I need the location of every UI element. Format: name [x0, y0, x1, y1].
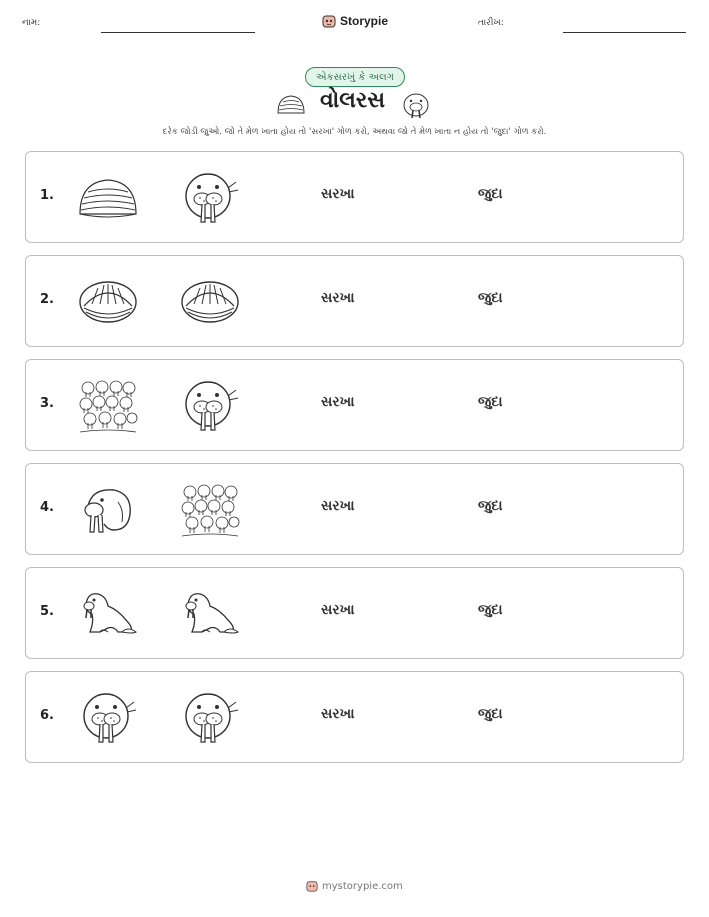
- question-number: 3.: [40, 396, 54, 411]
- question-number: 4.: [40, 500, 54, 515]
- walrus-face-icon: [78, 690, 138, 746]
- question-row: [25, 671, 684, 763]
- walrus-herd-icon: [180, 482, 240, 538]
- name-line[interactable]: [101, 32, 255, 33]
- storypie-mascot-icon: [322, 14, 336, 28]
- question-number: 6.: [40, 708, 54, 723]
- walrus-face-icon: [401, 92, 431, 120]
- layered-pile-icon: [78, 170, 138, 226]
- option-different[interactable]: જુદા: [478, 394, 503, 410]
- brand-logo: [322, 14, 388, 28]
- walrus-profile-icon: [78, 482, 138, 538]
- footer-url[interactable]: mystorypie.com: [322, 880, 403, 892]
- option-same[interactable]: સરખા: [321, 290, 355, 306]
- activity-badge: એકસરખું કે અલગ: [305, 67, 405, 87]
- option-different[interactable]: જુદા: [478, 706, 503, 722]
- option-same[interactable]: સરખા: [321, 498, 355, 514]
- walrus-face-icon: [180, 170, 240, 226]
- question-number: 2.: [40, 292, 54, 307]
- clam-shell-icon: [180, 274, 240, 330]
- question-row: [25, 151, 684, 243]
- page-title: વોલરસ: [320, 88, 386, 113]
- layered-pile-icon: [275, 93, 307, 117]
- walrus-body-icon: [180, 586, 240, 642]
- name-label: નામ:: [22, 18, 41, 28]
- option-same[interactable]: સરખા: [321, 186, 355, 202]
- option-different[interactable]: જુદા: [478, 498, 503, 514]
- option-same[interactable]: સરખા: [321, 706, 355, 722]
- date-label: તારીખ:: [478, 18, 504, 28]
- question-row: [25, 567, 684, 659]
- brand-name: Storypie: [340, 14, 389, 28]
- option-different[interactable]: જુદા: [478, 186, 503, 202]
- storypie-mascot-icon: [306, 880, 318, 892]
- question-number: 5.: [40, 604, 54, 619]
- question-row: [25, 255, 684, 347]
- walrus-face-icon: [180, 378, 240, 434]
- question-row: [25, 463, 684, 555]
- question-number: 1.: [40, 188, 54, 203]
- question-row: [25, 359, 684, 451]
- footer: [306, 880, 403, 892]
- option-same[interactable]: સરખા: [321, 394, 355, 410]
- option-same[interactable]: સરખા: [321, 602, 355, 618]
- clam-shell-icon: [78, 274, 138, 330]
- walrus-body-icon: [78, 586, 138, 642]
- instructions: દરેક જોડી જુઓ. જો તે મેળ ખાતા હોય તો 'સરખા' ગોળ કરો, અથવા જો તે મેળ ખાતા ન હોય તો 'જુદા' ગોળ કરો.: [162, 127, 547, 137]
- option-different[interactable]: જુદા: [478, 602, 503, 618]
- walrus-face-icon: [180, 690, 240, 746]
- option-different[interactable]: જુદા: [478, 290, 503, 306]
- date-line[interactable]: [563, 32, 686, 33]
- walrus-herd-icon: [78, 378, 138, 434]
